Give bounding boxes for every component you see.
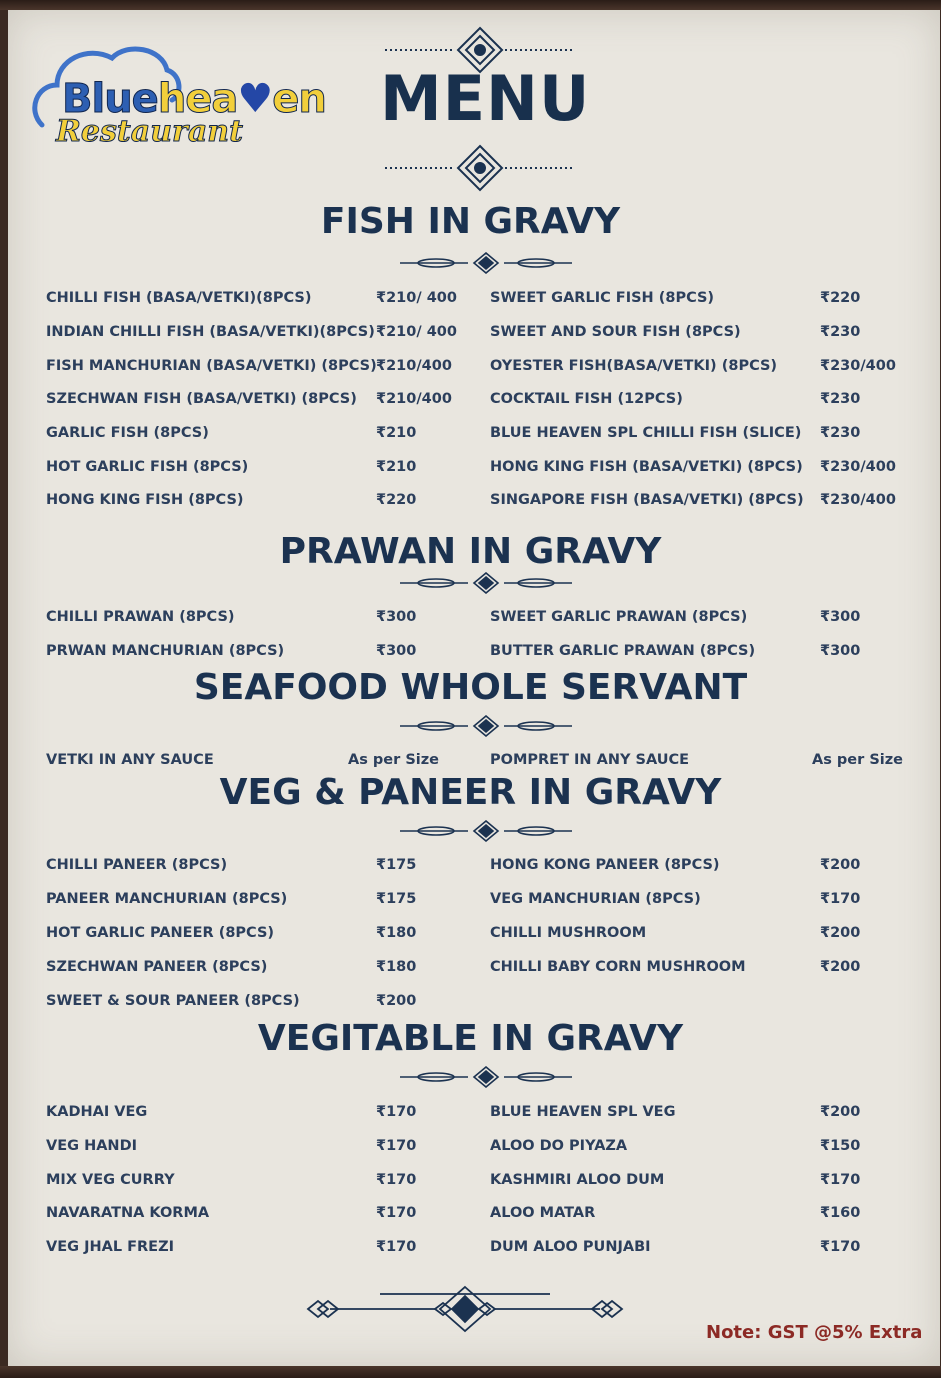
menu-item-price: ₹220 [820, 290, 861, 306]
menu-item-price: ₹230/400 [820, 459, 896, 475]
menu-item-price: ₹170 [820, 1172, 861, 1188]
menu-item-price: ₹175 [376, 857, 417, 873]
menu-item-price: ₹170 [376, 1172, 417, 1188]
menu-item-price: ₹160 [820, 1205, 861, 1221]
menu-item-name: SWEET GARLIC PRAWAN (8PCS) [490, 609, 748, 625]
menu-item-price: ₹200 [820, 857, 861, 873]
menu-item-name: DUM ALOO PUNJABI [490, 1239, 651, 1255]
menu-item-name: SWEET AND SOUR FISH (8PCS) [490, 324, 741, 340]
menu-item-name: SWEET & SOUR PANEER (8PCS) [46, 993, 300, 1009]
ornament-divider [396, 1066, 576, 1088]
restaurant-logo [26, 24, 356, 164]
section-title-seafood: SEAFOOD WHOLE SERVANT [193, 667, 748, 708]
menu-title: MENU [380, 62, 591, 135]
menu-item-price: ₹210 [376, 425, 417, 441]
ornament-divider [396, 572, 576, 594]
menu-item-name: SZECHWAN PANEER (8PCS) [46, 959, 268, 975]
menu-item-name: BLUE HEAVEN SPL CHILLI FISH (SLICE) [490, 425, 802, 441]
menu-item-price: ₹220 [376, 492, 417, 508]
menu-item-price: ₹200 [376, 993, 417, 1009]
menu-item-name: NAVARATNA KORMA [46, 1205, 210, 1221]
logo-wordmark: Bluehea♥en [62, 76, 326, 122]
menu-item-price: As per Size [348, 752, 440, 768]
menu-item-name: PRWAN MANCHURIAN (8PCS) [46, 643, 285, 659]
menu-item-name: SINGAPORE FISH (BASA/VETKI) (8PCS) [490, 492, 804, 508]
menu-item-price: ₹230 [820, 425, 861, 441]
menu-item-name: GARLIC FISH (8PCS) [46, 425, 209, 441]
menu-item-price: ₹150 [820, 1138, 861, 1154]
menu-item-name: POMPRET IN ANY SAUCE [490, 752, 690, 768]
section-title-fish: FISH IN GRAVY [320, 201, 621, 242]
menu-item-price: ₹230/400 [820, 492, 896, 508]
menu-item-name: HONG KONG PANEER (8PCS) [490, 857, 720, 873]
menu-item-name: VEG MANCHURIAN (8PCS) [490, 891, 701, 907]
menu-item-name: SWEET GARLIC FISH (8PCS) [490, 290, 715, 306]
menu-item-price: ₹300 [820, 643, 861, 659]
menu-item-name: CHILLI PANEER (8PCS) [46, 857, 228, 873]
ornament-divider [396, 715, 576, 737]
menu-item-price: ₹230 [820, 391, 861, 407]
menu-item-name: VEG JHAL FREZI [46, 1239, 175, 1255]
menu-item-name: KADHAI VEG [46, 1104, 148, 1120]
menu-item-price: ₹170 [376, 1138, 417, 1154]
wood-frame-bottom [0, 1366, 941, 1378]
menu-item-price: ₹175 [376, 891, 417, 907]
menu-item-price: As per Size [812, 752, 904, 768]
menu-item-price: ₹300 [820, 609, 861, 625]
menu-item-price: ₹210/ 400 [376, 324, 457, 340]
menu-item-name: CHILLI PRAWAN (8PCS) [46, 609, 235, 625]
gst-note: Note: GST @5% Extra [706, 1322, 923, 1343]
wood-frame-top [0, 0, 941, 10]
menu-item-name: ALOO DO PIYAZA [490, 1138, 628, 1154]
menu-item-price: ₹200 [820, 925, 861, 941]
menu-item-price: ₹170 [376, 1205, 417, 1221]
menu-item-name: HONG KING FISH (BASA/VETKI) (8PCS) [490, 459, 803, 475]
ornament-bottom [300, 1284, 630, 1334]
menu-item-name: CHILLI MUSHROOM [490, 925, 647, 941]
menu-item-name: HOT GARLIC FISH (8PCS) [46, 459, 249, 475]
menu-item-name: COCKTAIL FISH (12PCS) [490, 391, 683, 407]
menu-item-name: CHILLI BABY CORN MUSHROOM [490, 959, 746, 975]
menu-item-name: HOT GARLIC PANEER (8PCS) [46, 925, 275, 941]
menu-item-price: ₹210 [376, 459, 417, 475]
ornament-divider [396, 252, 576, 274]
section-title-paneer: VEG & PANEER IN GRAVY [219, 772, 722, 813]
menu-item-name: PANEER MANCHURIAN (8PCS) [46, 891, 288, 907]
menu-item-price: ₹170 [376, 1239, 417, 1255]
menu-item-price: ₹200 [820, 1104, 861, 1120]
menu-item-name: VETKI IN ANY SAUCE [46, 752, 214, 768]
menu-item-price: ₹210/400 [376, 391, 452, 407]
logo-subtitle: Restaurant [56, 114, 243, 149]
menu-item-price: ₹300 [376, 643, 417, 659]
menu-item-price: ₹210/400 [376, 358, 452, 374]
menu-item-price: ₹170 [820, 891, 861, 907]
menu-item-price: ₹230 [820, 324, 861, 340]
ornament-divider [396, 820, 576, 842]
menu-item-name: SZECHWAN FISH (BASA/VETKI) (8PCS) [46, 391, 357, 407]
menu-item-name: BLUE HEAVEN SPL VEG [490, 1104, 676, 1120]
menu-item-price: ₹200 [820, 959, 861, 975]
section-title-prawan: PRAWAN IN GRAVY [279, 531, 662, 572]
menu-item-name: BUTTER GARLIC PRAWAN (8PCS) [490, 643, 756, 659]
menu-item-price: ₹170 [376, 1104, 417, 1120]
menu-item-name: MIX VEG CURRY [46, 1172, 175, 1188]
menu-item-price: ₹230/400 [820, 358, 896, 374]
menu-item-name: CHILLI FISH (BASA/VETKI)(8PCS) [46, 290, 312, 306]
ornament-under-title [380, 142, 580, 194]
menu-item-price: ₹300 [376, 609, 417, 625]
menu-item-name: OYESTER FISH(BASA/VETKI) (8PCS) [490, 358, 778, 374]
menu-item-name: ALOO MATAR [490, 1205, 596, 1221]
menu-item-name: VEG HANDI [46, 1138, 138, 1154]
menu-item-price: ₹180 [376, 959, 417, 975]
menu-item-name: FISH MANCHURIAN (BASA/VETKI) (8PCS) [46, 358, 377, 374]
menu-item-price: ₹210/ 400 [376, 290, 457, 306]
menu-item-name: HONG KING FISH (8PCS) [46, 492, 244, 508]
heart-icon: ♥ [237, 76, 273, 122]
section-title-veg: VEGITABLE IN GRAVY [257, 1018, 684, 1059]
menu-item-name: KASHMIRI ALOO DUM [490, 1172, 665, 1188]
menu-item-price: ₹180 [376, 925, 417, 941]
menu-item-name: INDIAN CHILLI FISH (BASA/VETKI)(8PCS) [46, 324, 375, 340]
menu-item-price: ₹170 [820, 1239, 861, 1255]
